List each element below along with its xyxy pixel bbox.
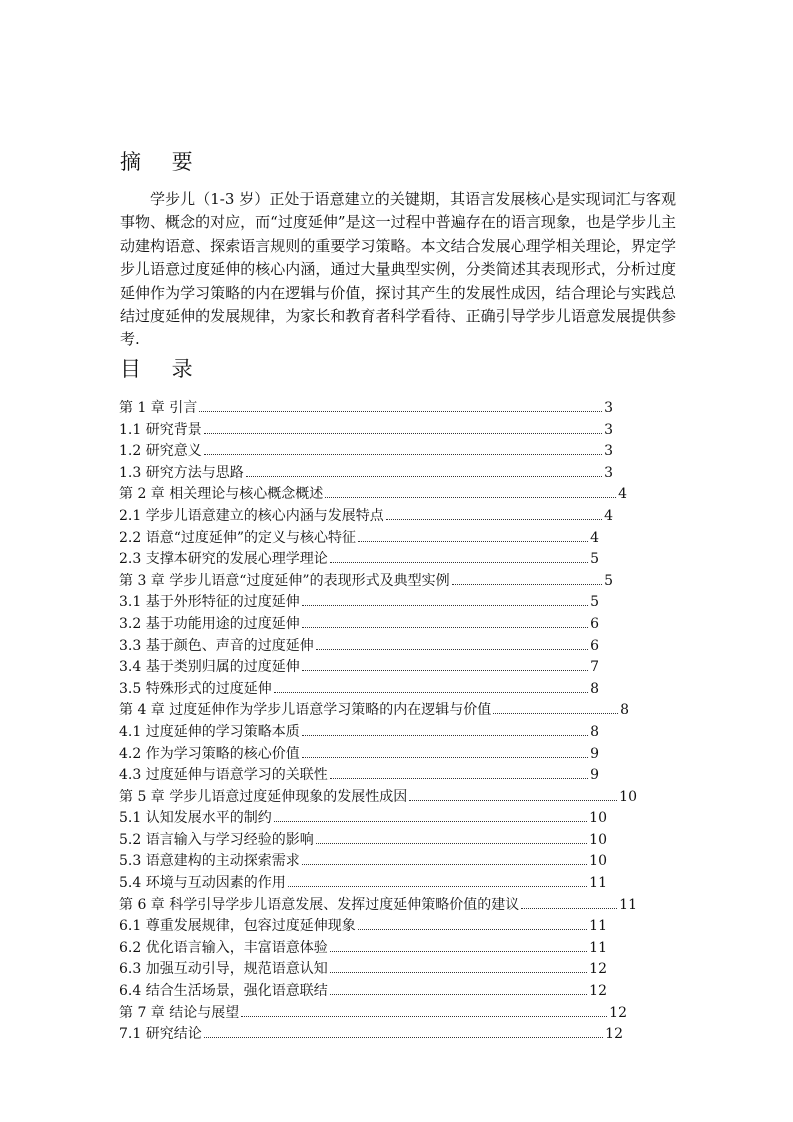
toc-entry-page-number: 4 — [604, 507, 613, 524]
toc-entry-page-number: 4 — [618, 486, 627, 503]
toc-entry-page-number: 10 — [589, 853, 607, 870]
toc-entry-title: 第 5 章 学步儿语意过度延伸现象的发展性成因 — [119, 788, 408, 805]
toc-entry[interactable] — [119, 872, 607, 894]
toc-entry-page-number: 12 — [589, 983, 607, 1000]
toc-entry-title: 1.1 研究背景 — [119, 421, 202, 438]
toc-entry-page-number: 12 — [605, 1026, 623, 1043]
toc-entry[interactable] — [119, 656, 599, 678]
toc-entry-page-number: 3 — [604, 464, 613, 481]
toc-entry[interactable] — [119, 527, 599, 549]
toc-dot-leader — [316, 829, 587, 844]
toc-entry-page-number: 11 — [589, 918, 607, 935]
toc-entry-title: 第 6 章 科学引导学步儿语意发展、发挥过度延伸策略价值的建议 — [119, 896, 520, 913]
toc-dot-leader — [521, 894, 617, 909]
toc-entry-page-number: 9 — [590, 767, 599, 784]
toc-dot-leader — [325, 483, 616, 498]
toc-entry-page-number: 10 — [589, 831, 607, 848]
toc-dot-leader — [241, 1002, 607, 1017]
toc-entry-page-number: 7 — [590, 659, 599, 676]
toc-entry-title: 3.5 特殊形式的过度延伸 — [119, 680, 272, 697]
toc-entry-page-number: 5 — [590, 594, 599, 611]
toc-entry-title: 5.4 环境与互动因素的作用 — [119, 875, 286, 892]
toc-entry-title: 4.1 过度延伸的学习策略本质 — [119, 723, 300, 740]
toc-entry-page-number: 8 — [590, 680, 599, 697]
toc-dot-leader — [302, 613, 588, 628]
toc-entry[interactable] — [119, 483, 627, 505]
toc-entry-title: 第 7 章 结论与展望 — [119, 1004, 240, 1021]
toc-entry-title: 5.1 认知发展水平的制约 — [119, 810, 272, 827]
toc-entry-page-number: 10 — [619, 788, 637, 805]
toc-entry-title: 第 3 章 学步儿语意“过度延伸”的表现形式及典型实例 — [119, 572, 450, 589]
toc-entry[interactable] — [119, 462, 613, 484]
toc-entry[interactable] — [119, 678, 599, 700]
toc-entry-title: 3.3 基于颜色、声音的过度延伸 — [119, 637, 314, 654]
toc-entry-page-number: 3 — [604, 421, 613, 438]
toc-entry-title: 5.3 语意建构的主动探索需求 — [119, 853, 300, 870]
toc-entry[interactable] — [119, 635, 599, 657]
toc-entry[interactable] — [119, 850, 607, 872]
toc-entry-page-number: 12 — [589, 961, 607, 978]
toc-entry-title: 7.1 研究结论 — [119, 1026, 202, 1043]
toc-entry[interactable] — [119, 786, 637, 808]
toc-entry-title: 1.3 研究方法与思路 — [119, 464, 244, 481]
toc-entry[interactable] — [119, 743, 599, 765]
toc-entry-title: 4.2 作为学习策略的核心价值 — [119, 745, 300, 762]
toc-dot-leader — [358, 915, 587, 930]
toc-dot-leader — [302, 656, 588, 671]
toc-dot-leader — [274, 807, 587, 822]
toc-dot-leader — [288, 872, 587, 887]
toc-entry[interactable] — [119, 419, 613, 441]
toc-dot-leader — [358, 527, 588, 542]
toc-entry-page-number: 5 — [604, 572, 613, 589]
toc-entry-title: 5.2 语言输入与学习经验的影响 — [119, 831, 314, 848]
toc-entry-page-number: 10 — [589, 810, 607, 827]
toc-entry-page-number: 6 — [590, 637, 599, 654]
toc-entry-page-number: 9 — [590, 745, 599, 762]
toc-entry[interactable] — [119, 699, 629, 721]
toc-entry-page-number: 8 — [590, 723, 599, 740]
toc-entry-title: 6.1 尊重发展规律，包容过度延伸现象 — [119, 918, 356, 935]
toc-entry[interactable] — [119, 915, 607, 937]
toc-entry[interactable] — [119, 397, 613, 419]
toc-dot-leader — [302, 721, 588, 736]
toc-entry-title: 第 1 章 引言 — [119, 400, 198, 416]
toc-entry-title: 2.1 学步儿语意建立的核心内涵与发展特点 — [119, 507, 384, 524]
toc-dot-leader — [493, 699, 618, 714]
toc-entry-title: 2.3 支撑本研究的发展心理学理论 — [119, 551, 328, 568]
toc-entry[interactable] — [119, 548, 599, 570]
toc-dot-leader — [302, 591, 588, 606]
toc-dot-leader — [316, 635, 588, 650]
toc-entry[interactable] — [119, 440, 613, 462]
toc-dot-leader — [330, 937, 587, 952]
toc-entry[interactable] — [119, 613, 599, 635]
toc-entry-title: 2.2 语意“过度延伸”的定义与核心特征 — [119, 529, 357, 546]
toc-entry-title: 6.3 加强互动引导，规范语意认知 — [119, 961, 328, 978]
toc-entry-title: 6.4 结合生活场景，强化语意联结 — [119, 983, 328, 1000]
toc-entry-page-number: 11 — [619, 896, 637, 913]
toc-entry-page-number: 3 — [604, 443, 613, 460]
toc-entry[interactable] — [119, 980, 607, 1002]
toc-entry-title: 第 4 章 过度延伸作为学步儿语意学习策略的内在逻辑与价值 — [119, 702, 492, 719]
toc-heading: 目 录 — [120, 357, 205, 381]
table-of-contents — [119, 397, 649, 1045]
toc-dot-leader — [330, 980, 587, 995]
toc-entry-page-number: 5 — [590, 551, 599, 568]
toc-entry-page-number: 4 — [590, 529, 599, 546]
toc-entry[interactable] — [119, 894, 637, 916]
toc-entry[interactable] — [119, 829, 607, 851]
toc-entry-page-number: 3 — [604, 400, 613, 416]
toc-entry-page-number: 11 — [589, 939, 607, 956]
toc-dot-leader — [204, 440, 602, 455]
toc-entry-title: 1.2 研究意义 — [119, 443, 202, 460]
toc-entry-page-number: 12 — [609, 1004, 627, 1021]
toc-dot-leader — [330, 548, 588, 563]
toc-dot-leader — [204, 419, 602, 434]
toc-dot-leader — [409, 786, 617, 801]
toc-entry-title: 4.3 过度延伸与语意学习的关联性 — [119, 767, 328, 784]
toc-entry[interactable] — [119, 1023, 623, 1045]
toc-dot-leader — [302, 850, 587, 865]
toc-entry-page-number: 8 — [620, 702, 629, 719]
toc-entry-title: 3.4 基于类别归属的过度延伸 — [119, 659, 300, 676]
toc-entry-title: 第 2 章 相关理论与核心概念概述 — [119, 486, 324, 503]
toc-dot-leader — [386, 505, 602, 520]
toc-entry[interactable] — [119, 570, 613, 592]
abstract-body: 学步儿（1-3 岁）正处于语意建立的关键期，其语言发展核心是实现词汇与客观事物、概念的对应，而“过度延伸”是这一过程中普遍存在的语言现象，也是学步儿主动建构语意、探索语言规则的重要学习策略。本文结合发展心理学相关理论，界定学步儿语意过度延伸的核心内涵，通过大量典型实例，分类简述其表现形式，分析过度延伸作为学习策略的内在逻辑与价值，探讨其产生的发展性成因，结合理论与实践总结过度延伸的发展规律，为家长和教育者科学看待、正确引导学步儿语意发展提供参考. — [120, 190, 676, 349]
abstract-heading: 摘 要 — [120, 150, 205, 174]
toc-entry-page-number: 6 — [590, 615, 599, 632]
toc-entry[interactable] — [119, 807, 607, 829]
toc-dot-leader — [452, 570, 603, 585]
toc-entry-page-number: 11 — [589, 875, 607, 892]
toc-dot-leader — [274, 678, 588, 693]
toc-entry-title: 3.1 基于外形特征的过度延伸 — [119, 594, 300, 611]
toc-entry[interactable] — [119, 958, 607, 980]
toc-entry[interactable] — [119, 764, 599, 786]
toc-dot-leader — [330, 958, 587, 973]
toc-entry[interactable] — [119, 591, 599, 613]
toc-dot-leader — [246, 462, 602, 477]
toc-entry[interactable] — [119, 721, 599, 743]
toc-entry[interactable] — [119, 937, 607, 959]
toc-entry-title: 6.2 优化语言输入，丰富语意体验 — [119, 939, 328, 956]
toc-dot-leader — [302, 743, 588, 758]
toc-dot-leader — [199, 397, 602, 412]
toc-dot-leader — [204, 1023, 603, 1038]
toc-dot-leader — [330, 764, 588, 779]
toc-entry[interactable] — [119, 505, 613, 527]
toc-entry[interactable] — [119, 1002, 627, 1024]
toc-entry-title: 3.2 基于功能用途的过度延伸 — [119, 615, 300, 632]
